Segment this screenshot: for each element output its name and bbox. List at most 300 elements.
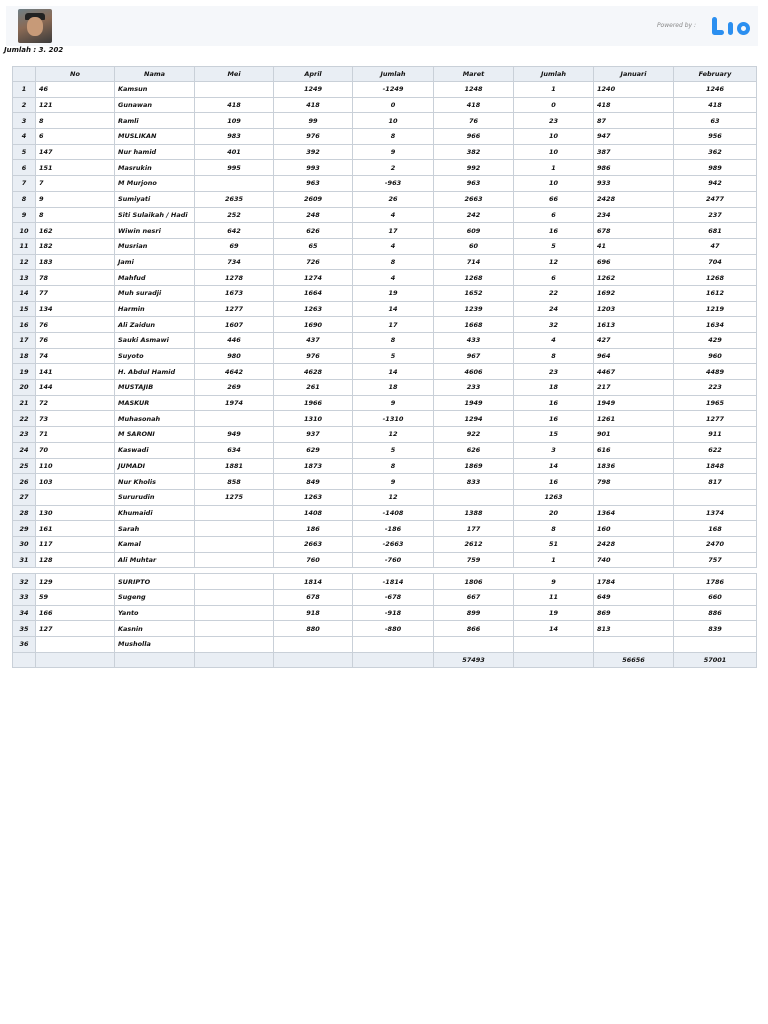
cell-february: 4489 bbox=[674, 364, 757, 380]
table-row[interactable] bbox=[13, 301, 757, 317]
cell-no: 7 bbox=[36, 176, 115, 192]
cell-row-number: 32 bbox=[13, 574, 36, 590]
cell-february: 1219 bbox=[674, 301, 757, 317]
cell-april: 1966 bbox=[274, 395, 353, 411]
cell-april: 1873 bbox=[274, 458, 353, 474]
cell-row-number: 2 bbox=[13, 97, 36, 113]
cell-nama: Jami bbox=[115, 254, 195, 270]
cell-mei bbox=[195, 552, 274, 568]
table-row[interactable] bbox=[13, 285, 757, 301]
cell-row-number: 21 bbox=[13, 395, 36, 411]
cell-jumlah-b: 0 bbox=[514, 97, 594, 113]
cell-mei bbox=[195, 82, 274, 98]
cell-april: 849 bbox=[274, 474, 353, 490]
cell-jumlah-b: 16 bbox=[514, 411, 594, 427]
cell-row-number: 31 bbox=[13, 552, 36, 568]
table-row[interactable] bbox=[13, 411, 757, 427]
table-row[interactable] bbox=[13, 82, 757, 98]
header-bar bbox=[6, 6, 758, 46]
cell-nama: Khumaidi bbox=[115, 505, 195, 521]
cell-maret bbox=[434, 637, 514, 653]
cell-januari: 696 bbox=[594, 254, 674, 270]
cell-jumlah-a: 12 bbox=[353, 427, 434, 443]
cell-maret: 60 bbox=[434, 238, 514, 254]
cell-jumlah-a: 17 bbox=[353, 317, 434, 333]
cell-jumlah-b: 23 bbox=[514, 364, 594, 380]
cell-no: 110 bbox=[36, 458, 115, 474]
table-row[interactable] bbox=[13, 207, 757, 223]
table-row[interactable] bbox=[13, 536, 757, 552]
cell-jumlah-a: 2 bbox=[353, 160, 434, 176]
cell-nama: JUMADI bbox=[115, 458, 195, 474]
table-row[interactable] bbox=[13, 552, 757, 568]
cell-jumlah-b: 14 bbox=[514, 458, 594, 474]
cell-april: 993 bbox=[274, 160, 353, 176]
cell-maret: 177 bbox=[434, 521, 514, 537]
table-row[interactable] bbox=[13, 605, 757, 621]
cell-jumlah-b: 20 bbox=[514, 505, 594, 521]
cell-jumlah-b: 9 bbox=[514, 574, 594, 590]
cell-maret: 922 bbox=[434, 427, 514, 443]
cell-mei: 2635 bbox=[195, 191, 274, 207]
cell-jumlah-b: 19 bbox=[514, 605, 594, 621]
cell-maret: 866 bbox=[434, 621, 514, 637]
cell-januari: 1836 bbox=[594, 458, 674, 474]
cell-february: 168 bbox=[674, 521, 757, 537]
cell-januari: 947 bbox=[594, 129, 674, 145]
cell-nama: Musrian bbox=[115, 238, 195, 254]
cell-february: 1277 bbox=[674, 411, 757, 427]
cell-jumlah-b: 32 bbox=[514, 317, 594, 333]
cell-mei: 980 bbox=[195, 348, 274, 364]
table-row[interactable] bbox=[13, 489, 757, 505]
total-jumlah-a bbox=[353, 652, 434, 668]
cell-mei: 734 bbox=[195, 254, 274, 270]
avatar[interactable] bbox=[18, 9, 52, 43]
cell-no: 76 bbox=[36, 333, 115, 349]
cell-jumlah-b bbox=[514, 637, 594, 653]
cell-jumlah-a: 8 bbox=[353, 254, 434, 270]
table-row[interactable] bbox=[13, 97, 757, 113]
cell-february: 911 bbox=[674, 427, 757, 443]
cell-mei: 269 bbox=[195, 380, 274, 396]
cell-januari: 1261 bbox=[594, 411, 674, 427]
cell-row-number: 22 bbox=[13, 411, 36, 427]
table-row[interactable] bbox=[13, 144, 757, 160]
cell-february: 660 bbox=[674, 590, 757, 606]
cell-mei: 69 bbox=[195, 238, 274, 254]
cell-no: 70 bbox=[36, 442, 115, 458]
cell-april: 1310 bbox=[274, 411, 353, 427]
cell-nama: MUSTAJIB bbox=[115, 380, 195, 396]
cell-nama: MASKUR bbox=[115, 395, 195, 411]
total-no bbox=[36, 652, 115, 668]
cell-januari: 234 bbox=[594, 207, 674, 223]
cell-januari: 869 bbox=[594, 605, 674, 621]
total-mei bbox=[195, 652, 274, 668]
table-row[interactable] bbox=[13, 364, 757, 380]
cell-mei: 401 bbox=[195, 144, 274, 160]
cell-april: 1814 bbox=[274, 574, 353, 590]
cell-nama: Sarah bbox=[115, 521, 195, 537]
cell-no: 151 bbox=[36, 160, 115, 176]
table-header-row bbox=[13, 67, 757, 82]
cell-row-number: 8 bbox=[13, 191, 36, 207]
cell-jumlah-b: 4 bbox=[514, 333, 594, 349]
table-row[interactable] bbox=[13, 474, 757, 490]
cell-januari: 986 bbox=[594, 160, 674, 176]
column-header-jumlah-a[interactable]: Jumlah bbox=[353, 67, 434, 82]
cell-row-number: 19 bbox=[13, 364, 36, 380]
cell-maret: 4606 bbox=[434, 364, 514, 380]
cell-nama: Ali Muhtar bbox=[115, 552, 195, 568]
cell-february: 1786 bbox=[674, 574, 757, 590]
cell-april: 937 bbox=[274, 427, 353, 443]
cell-jumlah-a: 9 bbox=[353, 395, 434, 411]
cell-maret: 667 bbox=[434, 590, 514, 606]
cell-february: 63 bbox=[674, 113, 757, 129]
cell-januari: 1692 bbox=[594, 285, 674, 301]
cell-maret: 833 bbox=[434, 474, 514, 490]
cell-no: 127 bbox=[36, 621, 115, 637]
cell-no: 166 bbox=[36, 605, 115, 621]
cell-no: 77 bbox=[36, 285, 115, 301]
cell-february: 704 bbox=[674, 254, 757, 270]
cell-jumlah-a: 4 bbox=[353, 207, 434, 223]
table-row[interactable] bbox=[13, 380, 757, 396]
total-february: 57001 bbox=[674, 652, 757, 668]
table-row[interactable] bbox=[13, 333, 757, 349]
cell-jumlah-a: -963 bbox=[353, 176, 434, 192]
cell-maret: 1652 bbox=[434, 285, 514, 301]
cell-no: 9 bbox=[36, 191, 115, 207]
cell-jumlah-a bbox=[353, 637, 434, 653]
cell-april: 2609 bbox=[274, 191, 353, 207]
cell-row-number: 28 bbox=[13, 505, 36, 521]
table-row[interactable] bbox=[13, 191, 757, 207]
column-header-april[interactable]: April bbox=[274, 67, 353, 82]
cell-maret: 2612 bbox=[434, 536, 514, 552]
cell-row-number: 36 bbox=[13, 637, 36, 653]
cell-april: 248 bbox=[274, 207, 353, 223]
cell-row-number: 18 bbox=[13, 348, 36, 364]
table-row[interactable] bbox=[13, 442, 757, 458]
cell-no: 182 bbox=[36, 238, 115, 254]
cell-february: 681 bbox=[674, 223, 757, 239]
cell-jumlah-a: 18 bbox=[353, 380, 434, 396]
cell-april: 1274 bbox=[274, 270, 353, 286]
cell-jumlah-a: 5 bbox=[353, 442, 434, 458]
cell-no: 147 bbox=[36, 144, 115, 160]
cell-april: 186 bbox=[274, 521, 353, 537]
cell-maret: 233 bbox=[434, 380, 514, 396]
cell-nama: Ramli bbox=[115, 113, 195, 129]
cell-januari: 964 bbox=[594, 348, 674, 364]
cell-januari: 41 bbox=[594, 238, 674, 254]
cell-januari: 1784 bbox=[594, 574, 674, 590]
table-row[interactable] bbox=[13, 223, 757, 239]
cell-maret: 759 bbox=[434, 552, 514, 568]
cell-januari: 427 bbox=[594, 333, 674, 349]
cell-no: 121 bbox=[36, 97, 115, 113]
cell-januari: 740 bbox=[594, 552, 674, 568]
cell-mei: 418 bbox=[195, 97, 274, 113]
table-row[interactable] bbox=[13, 458, 757, 474]
cell-jumlah-b: 8 bbox=[514, 521, 594, 537]
cell-jumlah-a: -678 bbox=[353, 590, 434, 606]
cell-jumlah-b: 6 bbox=[514, 207, 594, 223]
cell-januari: 798 bbox=[594, 474, 674, 490]
cell-nama: Sururudin bbox=[115, 489, 195, 505]
cell-maret: 1294 bbox=[434, 411, 514, 427]
cell-jumlah-b: 10 bbox=[514, 176, 594, 192]
logo-letter-o-icon bbox=[737, 22, 750, 35]
table-row[interactable] bbox=[13, 348, 757, 364]
cell-february: 47 bbox=[674, 238, 757, 254]
cell-row-number: 20 bbox=[13, 380, 36, 396]
cell-mei bbox=[195, 621, 274, 637]
cell-april: 976 bbox=[274, 348, 353, 364]
cell-maret: 433 bbox=[434, 333, 514, 349]
cell-mei: 4642 bbox=[195, 364, 274, 380]
cell-row-number: 11 bbox=[13, 238, 36, 254]
table-row[interactable] bbox=[13, 317, 757, 333]
table-row[interactable] bbox=[13, 238, 757, 254]
cell-jumlah-b: 1 bbox=[514, 160, 594, 176]
cell-jumlah-b: 66 bbox=[514, 191, 594, 207]
cell-row-number: 26 bbox=[13, 474, 36, 490]
cell-february bbox=[674, 637, 757, 653]
cell-april: 880 bbox=[274, 621, 353, 637]
cell-maret: 1248 bbox=[434, 82, 514, 98]
cell-mei bbox=[195, 574, 274, 590]
table-row[interactable] bbox=[13, 427, 757, 443]
cell-jumlah-b: 10 bbox=[514, 129, 594, 145]
cell-jumlah-a: 12 bbox=[353, 489, 434, 505]
cell-no: 8 bbox=[36, 113, 115, 129]
table-row[interactable] bbox=[13, 505, 757, 521]
table-row[interactable] bbox=[13, 160, 757, 176]
cell-april: 1263 bbox=[274, 301, 353, 317]
table-row[interactable] bbox=[13, 176, 757, 192]
cell-nama: Masrukin bbox=[115, 160, 195, 176]
cell-maret: 1388 bbox=[434, 505, 514, 521]
cell-february: 1848 bbox=[674, 458, 757, 474]
cell-nama: Wiwin nesri bbox=[115, 223, 195, 239]
cell-row-number: 4 bbox=[13, 129, 36, 145]
cell-maret: 626 bbox=[434, 442, 514, 458]
cell-nama: Muh suradji bbox=[115, 285, 195, 301]
cell-nama: Suyoto bbox=[115, 348, 195, 364]
cell-maret: 1869 bbox=[434, 458, 514, 474]
cell-row-number: 25 bbox=[13, 458, 36, 474]
cell-february: 429 bbox=[674, 333, 757, 349]
cell-mei: 1607 bbox=[195, 317, 274, 333]
table-row[interactable] bbox=[13, 270, 757, 286]
cell-nama: Gunawan bbox=[115, 97, 195, 113]
column-header-row-number[interactable] bbox=[13, 67, 36, 82]
cell-januari: 418 bbox=[594, 97, 674, 113]
cell-row-number: 5 bbox=[13, 144, 36, 160]
cell-januari: 387 bbox=[594, 144, 674, 160]
cell-april: 726 bbox=[274, 254, 353, 270]
cell-mei: 109 bbox=[195, 113, 274, 129]
total-row-number bbox=[13, 652, 36, 668]
cell-february: 1246 bbox=[674, 82, 757, 98]
cell-no: 72 bbox=[36, 395, 115, 411]
cell-april: 418 bbox=[274, 97, 353, 113]
total-april bbox=[274, 652, 353, 668]
cell-february: 1965 bbox=[674, 395, 757, 411]
cell-jumlah-a: 10 bbox=[353, 113, 434, 129]
cell-february: 956 bbox=[674, 129, 757, 145]
total-januari: 56656 bbox=[594, 652, 674, 668]
cell-jumlah-b: 6 bbox=[514, 270, 594, 286]
cell-jumlah-a: 14 bbox=[353, 364, 434, 380]
table-body bbox=[13, 82, 757, 668]
cell-januari: 87 bbox=[594, 113, 674, 129]
cell-nama: Sauki Asmawi bbox=[115, 333, 195, 349]
cell-april: 1263 bbox=[274, 489, 353, 505]
cell-jumlah-a: -880 bbox=[353, 621, 434, 637]
cell-jumlah-b: 3 bbox=[514, 442, 594, 458]
cell-maret: 1268 bbox=[434, 270, 514, 286]
cell-jumlah-a: 9 bbox=[353, 144, 434, 160]
column-header-maret[interactable]: Maret bbox=[434, 67, 514, 82]
cell-mei bbox=[195, 605, 274, 621]
cell-february: 960 bbox=[674, 348, 757, 364]
avatar-face bbox=[27, 17, 43, 36]
cell-maret: 992 bbox=[434, 160, 514, 176]
cell-nama: Sumiyati bbox=[115, 191, 195, 207]
cell-mei bbox=[195, 411, 274, 427]
cell-jumlah-a: 17 bbox=[353, 223, 434, 239]
cell-row-number: 27 bbox=[13, 489, 36, 505]
cell-no: 73 bbox=[36, 411, 115, 427]
cell-no bbox=[36, 637, 115, 653]
cell-april: 392 bbox=[274, 144, 353, 160]
cell-maret: 76 bbox=[434, 113, 514, 129]
cell-jumlah-b: 23 bbox=[514, 113, 594, 129]
cell-no: 134 bbox=[36, 301, 115, 317]
cell-nama: M Murjono bbox=[115, 176, 195, 192]
column-header-januari[interactable]: Januari bbox=[594, 67, 674, 82]
cell-april: 626 bbox=[274, 223, 353, 239]
cell-february: 418 bbox=[674, 97, 757, 113]
table-row[interactable] bbox=[13, 621, 757, 637]
cell-row-number: 9 bbox=[13, 207, 36, 223]
cell-nama: Nur Kholis bbox=[115, 474, 195, 490]
cell-nama: Sugeng bbox=[115, 590, 195, 606]
table-row[interactable] bbox=[13, 113, 757, 129]
lio-logo[interactable] bbox=[712, 15, 750, 37]
cell-jumlah-a: -1814 bbox=[353, 574, 434, 590]
cell-januari: 616 bbox=[594, 442, 674, 458]
cell-row-number: 30 bbox=[13, 536, 36, 552]
column-header-jumlah-b[interactable]: Jumlah bbox=[514, 67, 594, 82]
cell-jumlah-a: 8 bbox=[353, 129, 434, 145]
cell-jumlah-a: 14 bbox=[353, 301, 434, 317]
cell-jumlah-a: 26 bbox=[353, 191, 434, 207]
cell-february: 362 bbox=[674, 144, 757, 160]
cell-row-number: 16 bbox=[13, 317, 36, 333]
table-row[interactable] bbox=[13, 590, 757, 606]
cell-mei: 446 bbox=[195, 333, 274, 349]
cell-april: 918 bbox=[274, 605, 353, 621]
cell-januari: 1613 bbox=[594, 317, 674, 333]
table-row[interactable] bbox=[13, 574, 757, 590]
jumlah-summary: Jumlah : 3. 202 bbox=[4, 46, 64, 54]
cell-januari: 4467 bbox=[594, 364, 674, 380]
total-jumlah-b bbox=[514, 652, 594, 668]
cell-row-number: 35 bbox=[13, 621, 36, 637]
cell-february: 2477 bbox=[674, 191, 757, 207]
cell-jumlah-a: -186 bbox=[353, 521, 434, 537]
cell-jumlah-b: 16 bbox=[514, 474, 594, 490]
table-row[interactable] bbox=[13, 521, 757, 537]
cell-row-number: 34 bbox=[13, 605, 36, 621]
cell-jumlah-a: 9 bbox=[353, 474, 434, 490]
cell-mei: 858 bbox=[195, 474, 274, 490]
column-header-nama[interactable]: Nama bbox=[115, 67, 195, 82]
cell-januari: 901 bbox=[594, 427, 674, 443]
cell-maret bbox=[434, 489, 514, 505]
powered-by-label: Powered by : bbox=[656, 22, 696, 29]
cell-jumlah-b: 24 bbox=[514, 301, 594, 317]
totals-row bbox=[13, 652, 757, 668]
cell-jumlah-b: 1263 bbox=[514, 489, 594, 505]
cell-february: 1634 bbox=[674, 317, 757, 333]
cell-april bbox=[274, 637, 353, 653]
cell-mei: 1673 bbox=[195, 285, 274, 301]
cell-no: 8 bbox=[36, 207, 115, 223]
table-row[interactable] bbox=[13, 254, 757, 270]
cell-mei: 983 bbox=[195, 129, 274, 145]
cell-no: 141 bbox=[36, 364, 115, 380]
cell-nama: M SARONI bbox=[115, 427, 195, 443]
cell-row-number: 24 bbox=[13, 442, 36, 458]
cell-april: 1249 bbox=[274, 82, 353, 98]
cell-mei: 1275 bbox=[195, 489, 274, 505]
table-row[interactable] bbox=[13, 129, 757, 145]
column-header-no[interactable]: No bbox=[36, 67, 115, 82]
cell-row-number: 33 bbox=[13, 590, 36, 606]
cell-januari: 160 bbox=[594, 521, 674, 537]
cell-nama: Musholla bbox=[115, 637, 195, 653]
cell-mei: 634 bbox=[195, 442, 274, 458]
cell-maret: 242 bbox=[434, 207, 514, 223]
cell-jumlah-b: 18 bbox=[514, 380, 594, 396]
cell-mei: 1881 bbox=[195, 458, 274, 474]
table-row[interactable] bbox=[13, 395, 757, 411]
cell-no: 129 bbox=[36, 574, 115, 590]
column-header-february[interactable]: February bbox=[674, 67, 757, 82]
cell-januari: 1203 bbox=[594, 301, 674, 317]
cell-nama: SURIPTO bbox=[115, 574, 195, 590]
cell-row-number: 6 bbox=[13, 160, 36, 176]
cell-jumlah-a: 4 bbox=[353, 270, 434, 286]
cell-nama: Kaswadi bbox=[115, 442, 195, 458]
cell-april: 2663 bbox=[274, 536, 353, 552]
cell-nama: MUSLIKAN bbox=[115, 129, 195, 145]
cell-jumlah-b: 16 bbox=[514, 395, 594, 411]
cell-april: 1664 bbox=[274, 285, 353, 301]
table-row[interactable] bbox=[13, 637, 757, 653]
cell-maret: 967 bbox=[434, 348, 514, 364]
cell-jumlah-a: 5 bbox=[353, 348, 434, 364]
column-header-mei[interactable]: Mei bbox=[195, 67, 274, 82]
cell-row-number: 29 bbox=[13, 521, 36, 537]
